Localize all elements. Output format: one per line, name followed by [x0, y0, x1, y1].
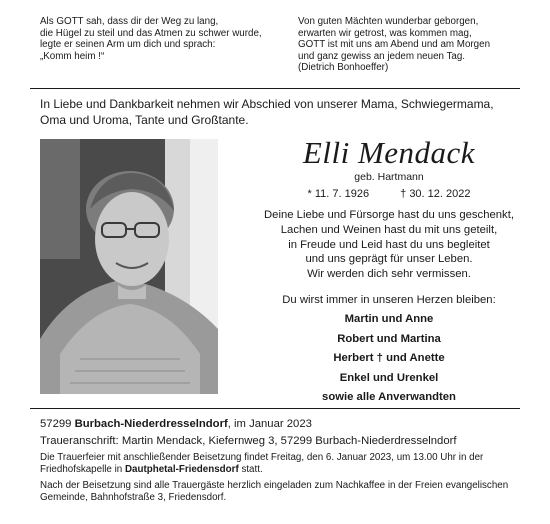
poem-author: (Dietrich Bonhoeffer) — [298, 62, 389, 74]
poem-right — [298, 16, 538, 74]
funeral-info — [40, 452, 520, 476]
intro-text: In Liebe und Dankbarkeit nehmen wir Abschied von unserer Mama, Schwiegermama, Oma und Uroma, Tante und Großtante. — [40, 97, 494, 127]
poem-right-line: Von guten Mächten wunderbar geborgen, — [298, 16, 479, 27]
family-member: Enkel und Urenkel — [339, 371, 439, 384]
family-member: Herbert † und Anette — [333, 352, 445, 365]
family-intro: Du wirst immer in unseren Herzen bleiben: — [282, 294, 496, 306]
funeral-text: Die Trauerfeier mit anschließender Beisetzung findet Freitag, den 6. Januar 2023, um 13.00 Uhr in der Friedhofskapelle in — [40, 452, 484, 476]
deceased-name: Elli Mendack — [302, 135, 476, 170]
reception-info: Nach der Beisetzung sind alle Trauergäste herzlich eingeladen zum Nachkaffee in der Freien evangelischen Gemeinde, Bahnhofstraße 3, Friedensdorf. — [40, 480, 509, 504]
family-list — [234, 291, 544, 407]
poem-left-line: „Komm heim !“ — [40, 50, 105, 62]
funeral-text-end: statt. — [238, 464, 263, 476]
memorial-verse — [234, 208, 544, 282]
poem-left — [40, 16, 280, 62]
family-member: Martin und Anne — [344, 313, 434, 326]
life-dates — [244, 188, 534, 200]
place-zip: 57299 — [40, 418, 72, 430]
verse-line: und uns geprägt für unser Leben. — [305, 253, 473, 266]
place-date — [40, 418, 312, 430]
poem-right-line: GOTT ist mit uns am Abend und am Morgen — [298, 39, 491, 51]
verse-line: Lachen und Weinen hast du mit uns geteilt, — [280, 223, 498, 236]
divider-bottom — [30, 408, 520, 409]
death-date: † 30. 12. 2022 — [400, 188, 471, 200]
poem-left-line: legte er seinen Arm um dich und sprach: — [40, 39, 216, 51]
birth-name: geb. Hartmann — [354, 171, 424, 183]
poem-left-line: die Hügel zu steil und das Atmen zu schwer wurde, — [40, 27, 262, 39]
place-date-text: , im Januar 2023 — [227, 418, 312, 430]
mourning-address: Traueranschrift: Martin Mendack, Kiefernweg 3, 57299 Burbach-Niederdresselndorf — [40, 435, 457, 447]
funeral-location: Dautphetal-Friedensdorf — [124, 464, 239, 476]
place-town: Burbach-Niederdresselndorf — [74, 418, 228, 430]
birth-date: * 11. 7. 1926 — [307, 188, 370, 200]
verse-line: in Freude und Leid hast du uns begleitet — [288, 238, 490, 251]
poem-right-line: und ganz gewiss an jedem neuen Tag. — [298, 50, 466, 62]
poem-left-line: Als GOTT sah, dass dir der Weg zu lang, — [40, 16, 219, 27]
divider-top — [30, 88, 520, 89]
verse-line: Deine Liebe und Fürsorge hast du uns geschenkt, — [264, 209, 514, 221]
portrait-photo — [40, 139, 218, 394]
verse-line: Wir werden dich sehr vermissen. — [307, 268, 471, 281]
poem-right-line: erwarten wir getrost, was kommen mag, — [298, 27, 472, 39]
family-member: Robert und Martina — [337, 332, 441, 345]
family-member: sowie alle Anverwandten — [322, 391, 456, 404]
